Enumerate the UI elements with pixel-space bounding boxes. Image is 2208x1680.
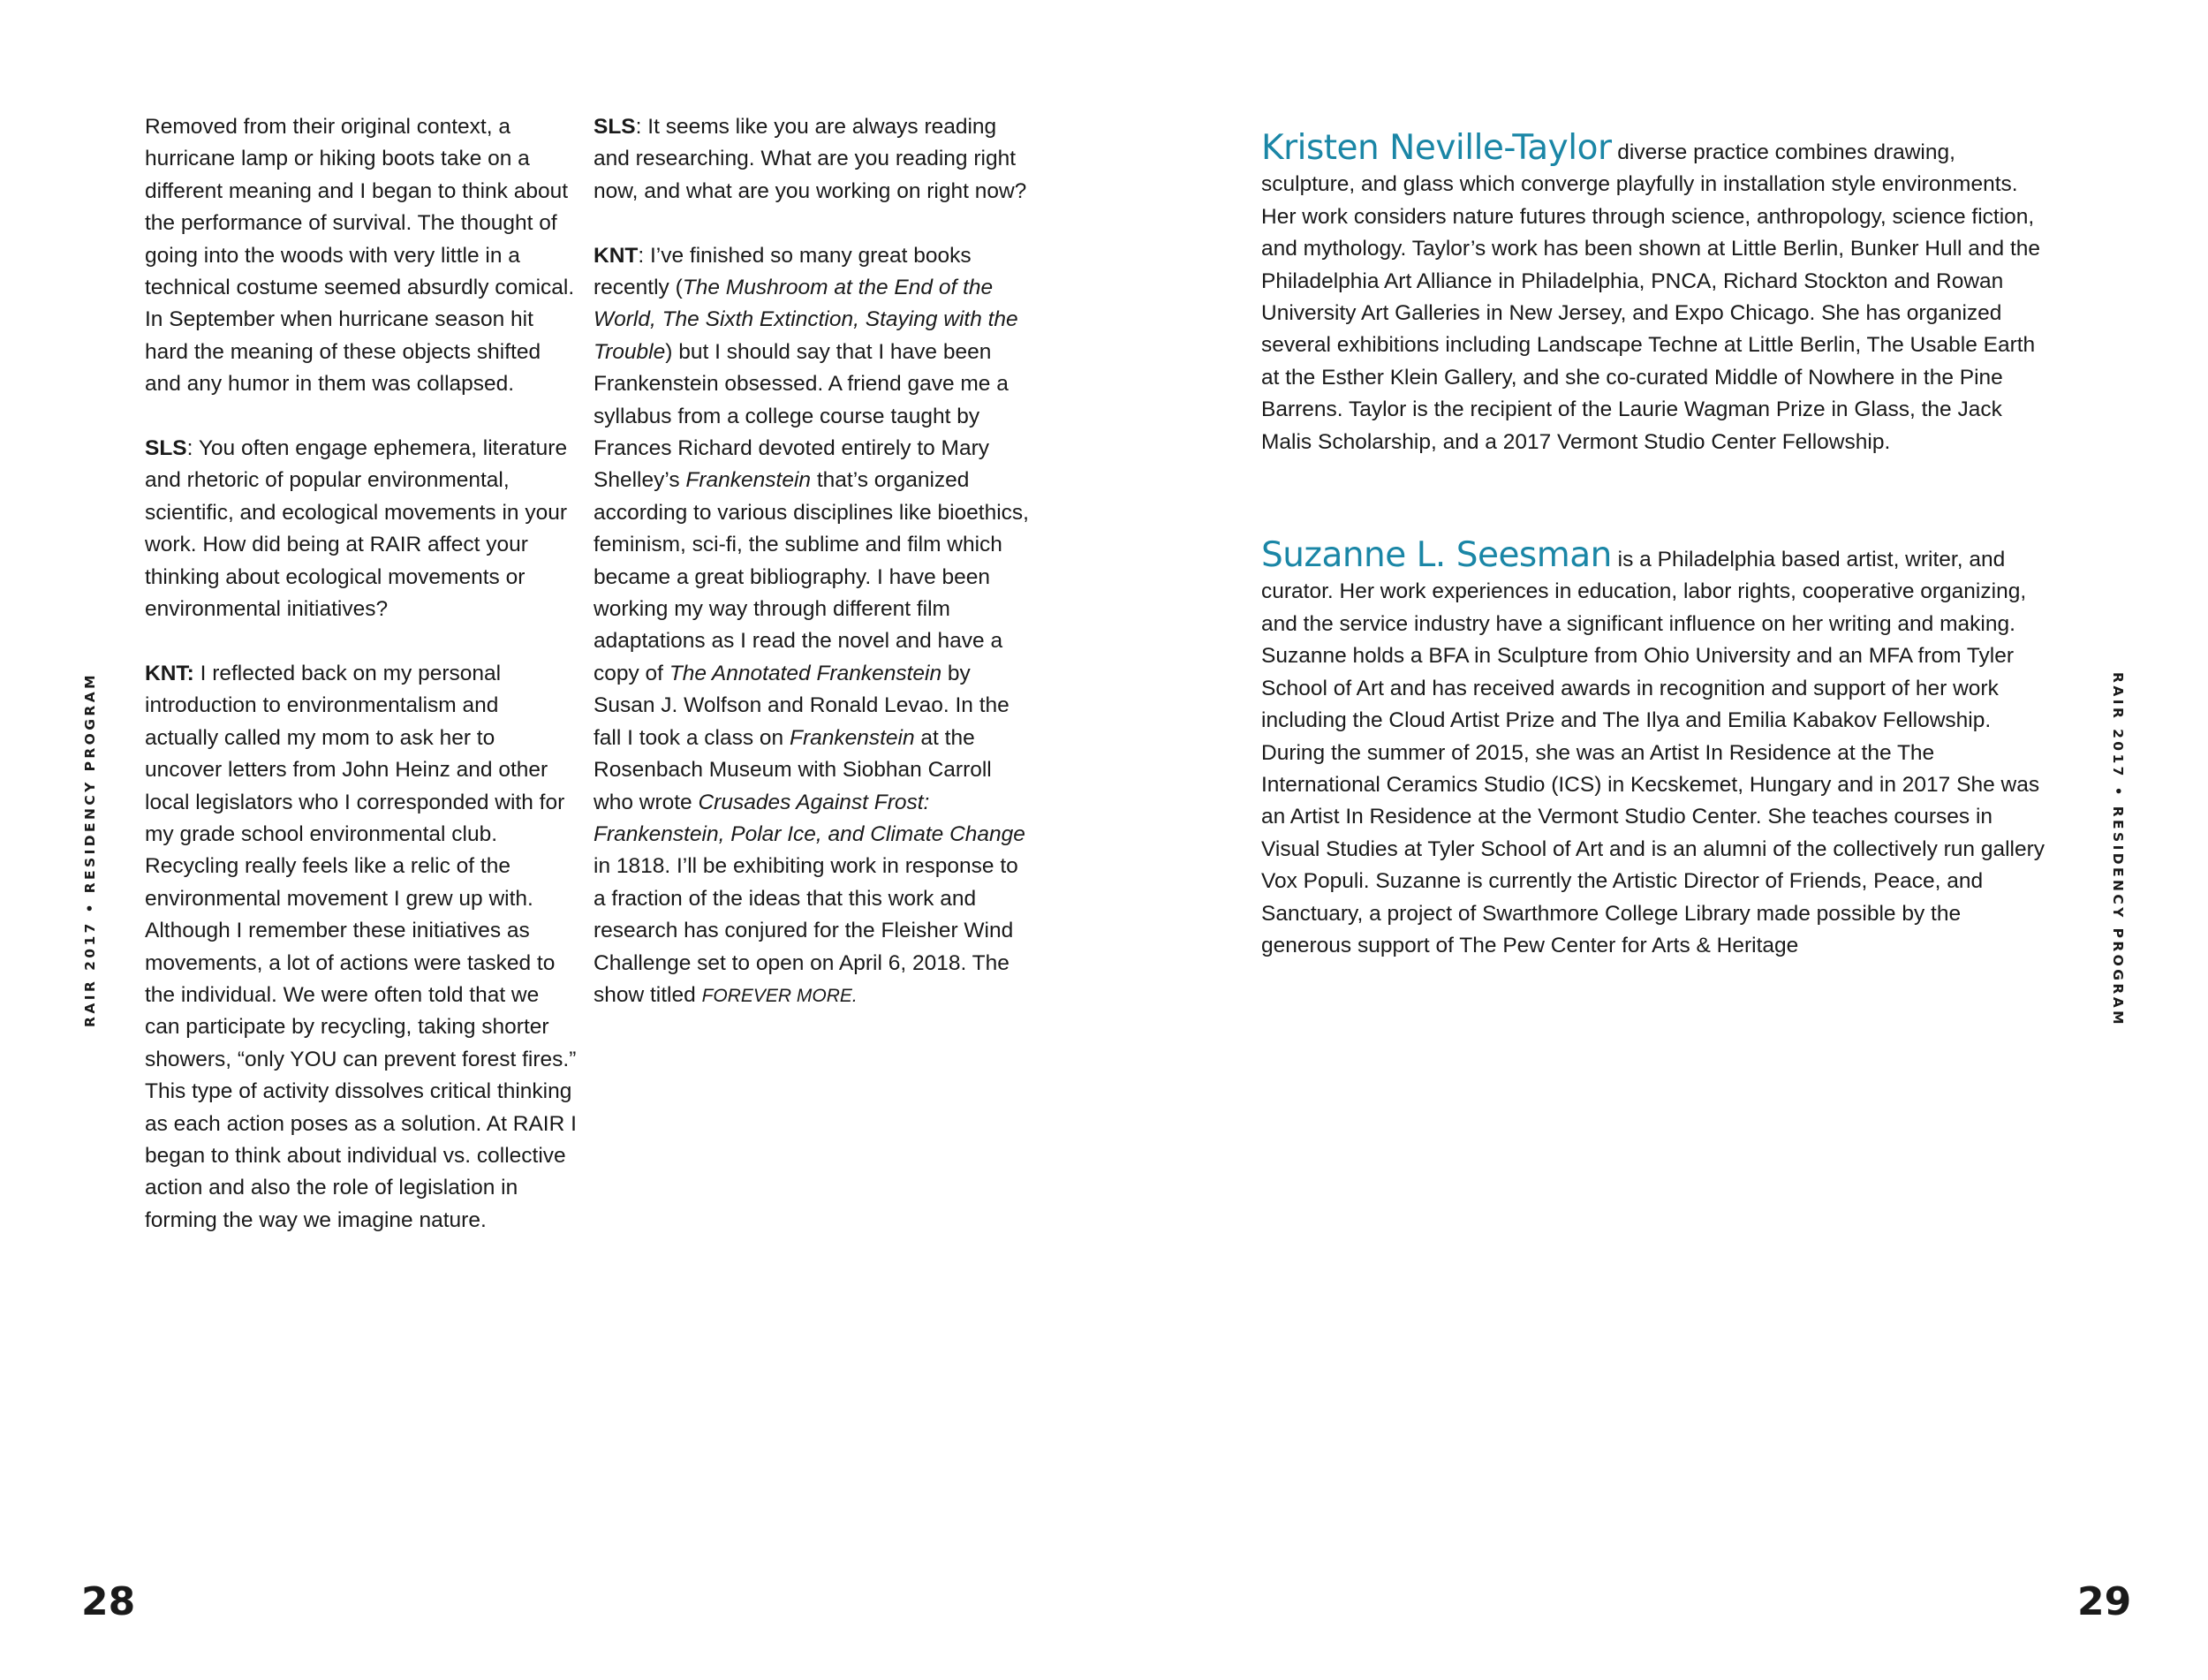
answer-text: that’s organized according to various disciplines like bioethics, feminism, sci-fi, the sublime and film which became a great bibliography. I have been working my way through different film adaptations as I read the novel and have a copy of [594, 468, 1029, 685]
page-number-left: 28 [81, 1579, 136, 1624]
book-title: Frankenstein [789, 725, 915, 750]
interview-column-2 [594, 111, 1035, 1012]
page-number-right: 29 [2077, 1579, 2132, 1624]
book-title: The Annotated Frankenstein [669, 661, 942, 685]
answer-text: : I’ve finished so many great books recently ( [594, 243, 972, 300]
speaker-label: SLS [145, 436, 187, 461]
question [594, 111, 1035, 208]
answer [145, 658, 578, 1237]
answer-text: ) but I should say that I have been Frankenstein obsessed. A friend gave me a syllabus from a college course taught by Frances Richard devoted entirely to Mary Shelley’s [594, 339, 1009, 493]
bio-text: diverse practice combines drawing, sculpture, and glass which converge playfully in installation style environments. Her work considers nature futures through science, anthropology, science fiction, and mythology. Taylor’s work has been shown at Little Berlin, Bunker Hull and the Philadelphia Art Alliance in Philadelphia, PNCA, Richard Stockton and Rowan University Art Galleries in New Jersey, and Expo Chicago. She has organized several exhibitions including Landscape Techne at Little Berlin, The Usable Earth at the Esther Klein Gallery, and she co-curated Middle of Nowhere in the Pine Barrens. Taylor is the recipient of the Laurie Wagman Prize in Glass, the Jack Malis Scholarship, and a 2017 Vermont Studio Center Fellowship. [1261, 140, 2041, 454]
bio-name: Suzanne L. Seesman [1261, 535, 1612, 576]
book-title: Crusades Against Frost: Frankenstein, Polar Ice, and Climate Change [594, 790, 1025, 846]
answer-text: I reflected back on my personal introduction to environmentalism and actually called my mom to ask her to uncover letters from John Heinz and other local legislators who I corresponded with for my grade school environmental club. Recycling really feels like a relic of the environmental movement I grew up with. Although I remember these initiatives as movements, a lot of actions were tasked to the individual. We were often told that we can participate by recycling, taking shorter showers, “only YOU can prevent forest fires.” This type of activity dissolves critical thinking as each action poses as a solution. At RAIR I began to think about individual vs. collective action and also the role of legislation in forming the way we imagine nature. [145, 661, 577, 1232]
question [145, 433, 578, 625]
bio-suzanne-seesman [1261, 535, 2047, 962]
answer [594, 240, 1035, 1013]
bios-column [1261, 128, 2047, 962]
bio-text: is a Philadelphia based artist, writer, and curator. Her work experiences in education, labor rights, cooperative organizing, and the service industry have a significant influence on her writing and making. Suzanne holds a BFA in Sculpture from Ohio University and an MFA from Tyler School of Art and has received awards in recognition and support of her work including the Cloud Artist Prize and The Ilya and Emilia Kabakov Fellowship. During the summer of 2015, she was an Artist In Residence at the The International Ceramics Studio (ICS) in Kecskemet, Hungary and in 2017 She was an Artist In Residence at the Vermont Studio Center. She teaches courses in Visual Studies at Tyler School of Art and is an alumni of the collectively run gallery Vox Populi. Suzanne is currently the Artistic Director of Friends, Peace, and Sanctuary, a project of Swarthmore College Library made possible by the generous support of The Pew Center for Arts & Heritage [1261, 548, 2045, 957]
interview-column-1 [145, 111, 578, 1237]
running-header-left: RAIR 2017 • RESIDENCY PROGRAM [82, 672, 98, 1027]
paragraph: Removed from their original context, a hurricane lamp or hiking boots take on a different meaning and I began to think about the performance of survival. The thought of going into the woods with very little in a technical costume seemed absurdly comical. In September when hurricane season hit hard the meaning of these objects shifted and any humor in them was collapsed. [145, 115, 575, 397]
speaker-label: SLS [594, 115, 636, 139]
book-titles: The Mushroom at the End of the World, The Sixth Extinction, Staying with the Trouble [594, 276, 1018, 364]
answer-text: in 1818. I’ll be exhibiting work in response to a fraction of the ideas that this work and research has conjured for the Fleisher Wind Challenge set to open on April 6, 2018. The show titled [594, 854, 1018, 1007]
answer-text: by Susan J. Wolfson and Ronald Levao. In the fall I took a class on [594, 661, 1009, 750]
question-text: : It seems like you are always reading and researching. What are you reading right now, and what are you working on right now? [594, 115, 1027, 203]
question-text: : You often engage ephemera, literature and rhetoric of popular environmental, scientific, and ecological movements in your work. How did being at RAIR affect your thinking about ecological movements or environmental initiatives? [145, 436, 568, 622]
bio-name: Kristen Neville-Taylor [1261, 128, 1612, 168]
bio-kristen-neville-taylor [1261, 128, 2047, 458]
book-title: Frankenstein [685, 468, 812, 493]
answer-text: at the Rosenbach Museum with Siobhan Carroll who wrote [594, 725, 992, 814]
running-header-right: RAIR 2017 • RESIDENCY PROGRAM [2110, 672, 2126, 1027]
speaker-label: KNT [594, 243, 639, 268]
speaker-label: KNT: [145, 661, 194, 685]
show-title: FOREVER MORE. [701, 985, 858, 1006]
